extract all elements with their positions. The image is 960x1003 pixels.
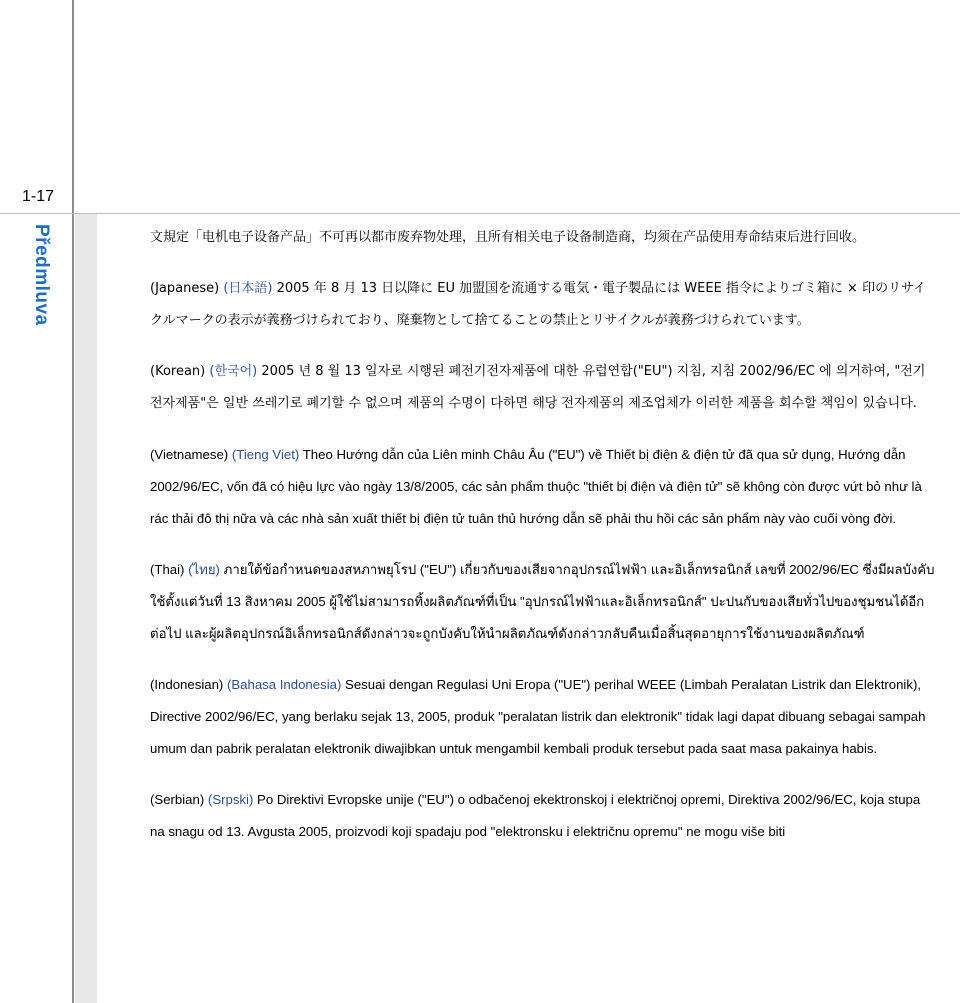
section-title-text: Předmluva: [31, 224, 52, 326]
header-rule: [0, 213, 960, 214]
language-native-name: (한국어): [209, 364, 258, 379]
margin-divider-line: [72, 0, 74, 1003]
paragraph-serbian: [150, 784, 935, 848]
paragraph-body: 2005 년 8 월 13 일자로 시행된 폐전기전자제품에 대한 유럽연합("EU") 지침, 지침 2002/96/EC 에 의거하여, "전기전자제품"은 일반 쓰레기로 폐기할 수 없으며 제품의 수명이 다하면 해당 전자제품의 제조업체가 이러한 제품을 회수할 책임이 있습니다.: [150, 364, 926, 411]
paragraph-chinese: [150, 222, 935, 254]
paragraph-indonesian: [150, 669, 935, 765]
paragraph-body: 文規定「电机电子设备产品」不可再以都市废弃物处理，且所有相关电子设备制造商，均须在产品使用寿命结束后进行回收。: [150, 230, 866, 245]
paragraph-vietnamese: [150, 439, 935, 535]
paragraph-japanese: [150, 273, 935, 337]
paragraph-body: Po Direktivi Evropske unije ("EU") o odbačenoj ekektronskoj i električnoj opremi, Direktiva 2002/96/EC, koja stupa na snagu od 13. Avgusta 2005, proizvodi koji spadaju pod "elektronsku i električnu opremu" ne mogu više biti: [150, 792, 921, 839]
language-label: (Vietnamese): [150, 447, 229, 462]
language-label: (Japanese): [150, 281, 220, 296]
language-label: (Korean): [150, 364, 206, 379]
page-number: 1-17: [22, 188, 55, 205]
section-title-vertical: [30, 224, 52, 339]
paragraph-body: Sesuai dengan Regulasi Uni Eropa ("UE") perihal WEEE (Limbah Peralatan Listrik dan Elektronik), Directive 2002/96/EC, yang berlaku sejak 13, 2005, produk "peralatan listrik dan elektronik" tidak lagi dapat dibuang sebagai sampah umum dan pabrik peralatan elektronik diwajibkan untuk mengambil kembali produk tersebut pada saat masa pakainya habis.: [150, 677, 926, 756]
language-label: (Thai): [150, 562, 185, 577]
margin-shade-band: [75, 214, 97, 1003]
language-label: (Serbian): [150, 792, 205, 807]
language-native-name: (Tieng Viet): [231, 447, 300, 462]
document-body: [150, 222, 935, 867]
paragraph-body: Theo Hướng dẫn của Liên minh Châu Âu ("EU") về Thiết bị điện & điện tử đã qua sử dụng, Hướng dẫn 2002/96/EC, vốn đã có hiệu lực vào ngày 13/8/2005, các sản phẩm thuộc "thiết bị điện và điện tử" sẽ không còn được vứt bỏ như là rác thải đô thị nữa và các nhà sản xuất thiết bị điện tử tuân thủ hướng dẫn sẽ phải thu hồi các sản phẩm này vào cuối vòng đời.: [150, 447, 922, 526]
language-native-name: (日本語): [223, 281, 273, 296]
paragraph-body: ภายใต้ข้อกำหนดของสหภาพยุโรป ("EU") เกี่ยวกับของเสียจากอุปกรณ์ไฟฟ้า และอิเล็กทรอนิกส์ เลขที่ 2002/96/EC ซึ่งมีผลบังคับใช้ตั้งแต่วันที่ 13 สิงหาคม 2005 ผู้ใช้ไม่สามารถทิ้งผลิตภัณฑ์ที่เป็น "อุปกรณ์ไฟฟ้าและอิเล็กทรอนิกส์" ปะปนกับของเสียทั่วไปของชุมชนได้อีกต่อไป และผู้ผลิตอุปกรณ์อิเล็กทรอนิกส์ดังกล่าวจะถูกบังคับให้นำผลิตภัณฑ์ดังกล่าวกลับคืนเมื่อสิ้นสุดอายุการใช้งานของผลิตภัณฑ์: [150, 562, 935, 641]
language-native-name: (ไทย): [188, 562, 220, 577]
paragraph-body: 2005 年 8 月 13 日以降に EU 加盟国を流通する電気・電子製品には WEEE 指令によりゴミ箱に × 印のリサイクルマークの表示が義務づけられており、廃棄物として捨てることの禁止とリサイクルが義務づけられています。: [150, 281, 926, 328]
language-native-name: (Bahasa Indonesia): [226, 677, 342, 692]
language-native-name: (Srpski): [207, 792, 254, 807]
paragraph-korean: [150, 356, 935, 420]
language-label: (Indonesian): [150, 677, 224, 692]
paragraph-thai: [150, 554, 935, 650]
